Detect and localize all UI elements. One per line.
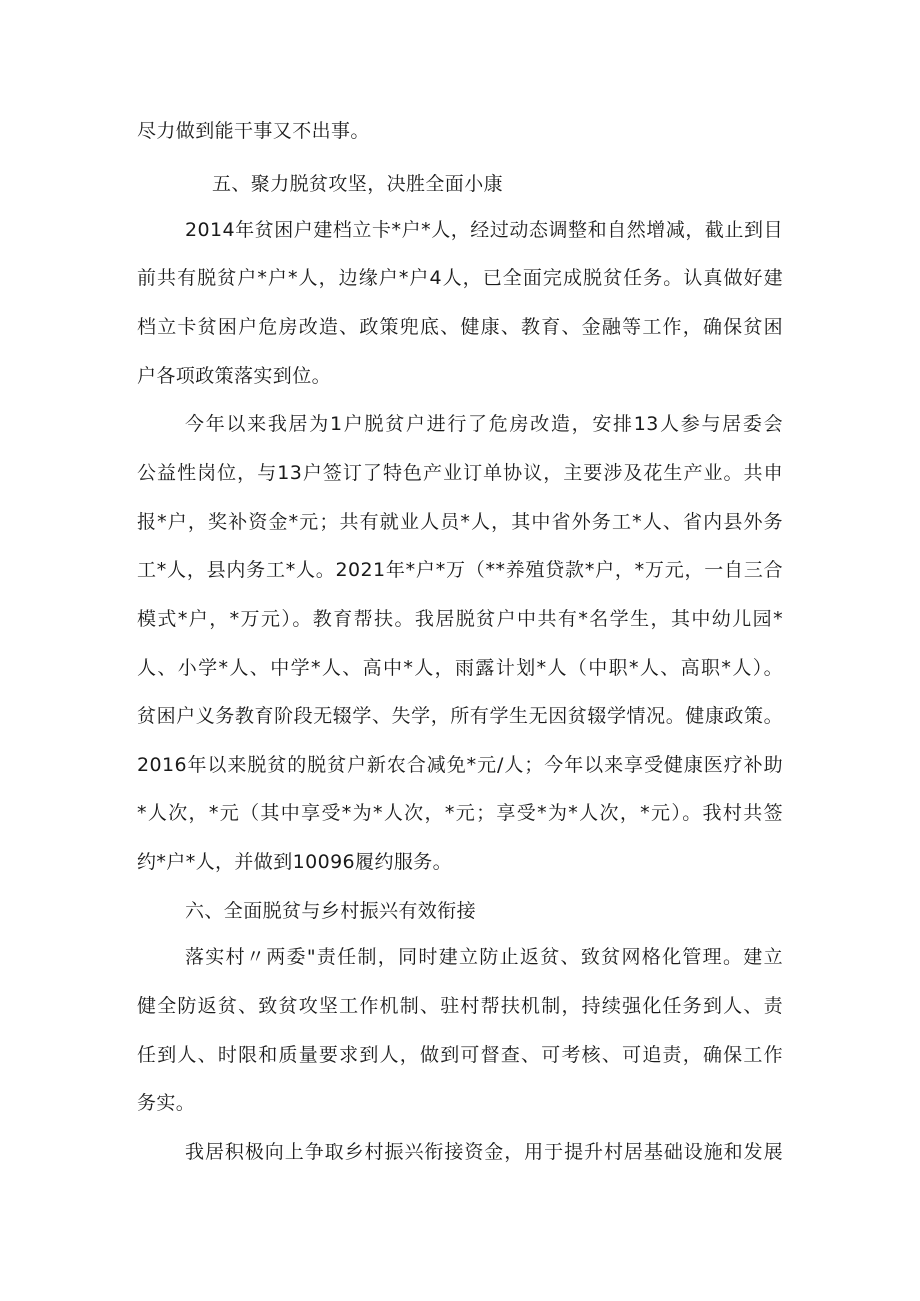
paragraph-line: 务实。 [137, 1092, 196, 1114]
paragraph-line: 尽力做到能干事又不出事。 [137, 120, 370, 142]
paragraph-line: 任到人、时限和质量要求到人，做到可督查、可考核、可追责，确保工作 [137, 1044, 783, 1066]
paragraph-line: 工*人，县内务工*人。2021年*户*万（**养殖贷款*户，*万元，一自三合 [137, 559, 783, 581]
paragraph-line: 2014年贫困户建档立卡*户*人，经过动态调整和自然增减，截止到目 [185, 219, 783, 241]
paragraph-line: 档立卡贫困户危房改造、政策兜底、健康、教育、金融等工作，确保贫困 [137, 316, 783, 338]
paragraph-line: 人、小学*人、中学*人、高中*人，雨露计划*人（中职*人、高职*人）。 [137, 657, 783, 679]
paragraph-line: 今年以来我居为1户脱贫户进行了危房改造，安排13人参与居委会 [185, 413, 783, 435]
paragraph-line: 2016年以来脱贫的脱贫户新农合减免*元/人；今年以来享受健康医疗补助 [137, 754, 783, 776]
paragraph-line: 落实村〃两委"责任制，同时建立防止返贫、致贫网格化管理。建立 [185, 946, 783, 968]
paragraph-line: 健全防返贫、致贫攻坚工作机制、驻村帮扶机制，持续强化任务到人、责 [137, 995, 783, 1017]
paragraph-line: 报*户，奖补资金*元；共有就业人员*人，其中省外务工*人、省内县外务 [137, 511, 783, 533]
paragraph-line: 约*户*人，并做到10096履约服务。 [137, 851, 453, 873]
paragraph-line: 前共有脱贫户*户*人，边缘户*户4人，已全面完成脱贫任务。认真做好建 [137, 267, 783, 289]
section-heading: 五、聚力脱贫攻坚，决胜全面小康 [212, 173, 504, 195]
paragraph-line: 贫困户义务教育阶段无辍学、失学，所有学生无因贫辍学情况。健康政策。 [137, 705, 783, 727]
section-heading: 六、全面脱贫与乡村振兴有效衔接 [185, 900, 477, 922]
paragraph-line: 户各项政策落实到位。 [137, 365, 332, 387]
paragraph-line: 模式*户，*万元）。教育帮扶。我居脱贫户中共有*名学生，其中幼儿园* [137, 608, 783, 630]
paragraph-line: *人次，*元（其中享受*为*人次，*元；享受*为*人次，*元）。我村共签 [137, 802, 783, 824]
paragraph-line: 公益性岗位，与13户签订了特色产业订单协议，主要涉及花生产业。共申 [137, 462, 783, 484]
paragraph-line: 我居积极向上争取乡村振兴衔接资金，用于提升村居基础设施和发展 [185, 1141, 783, 1163]
